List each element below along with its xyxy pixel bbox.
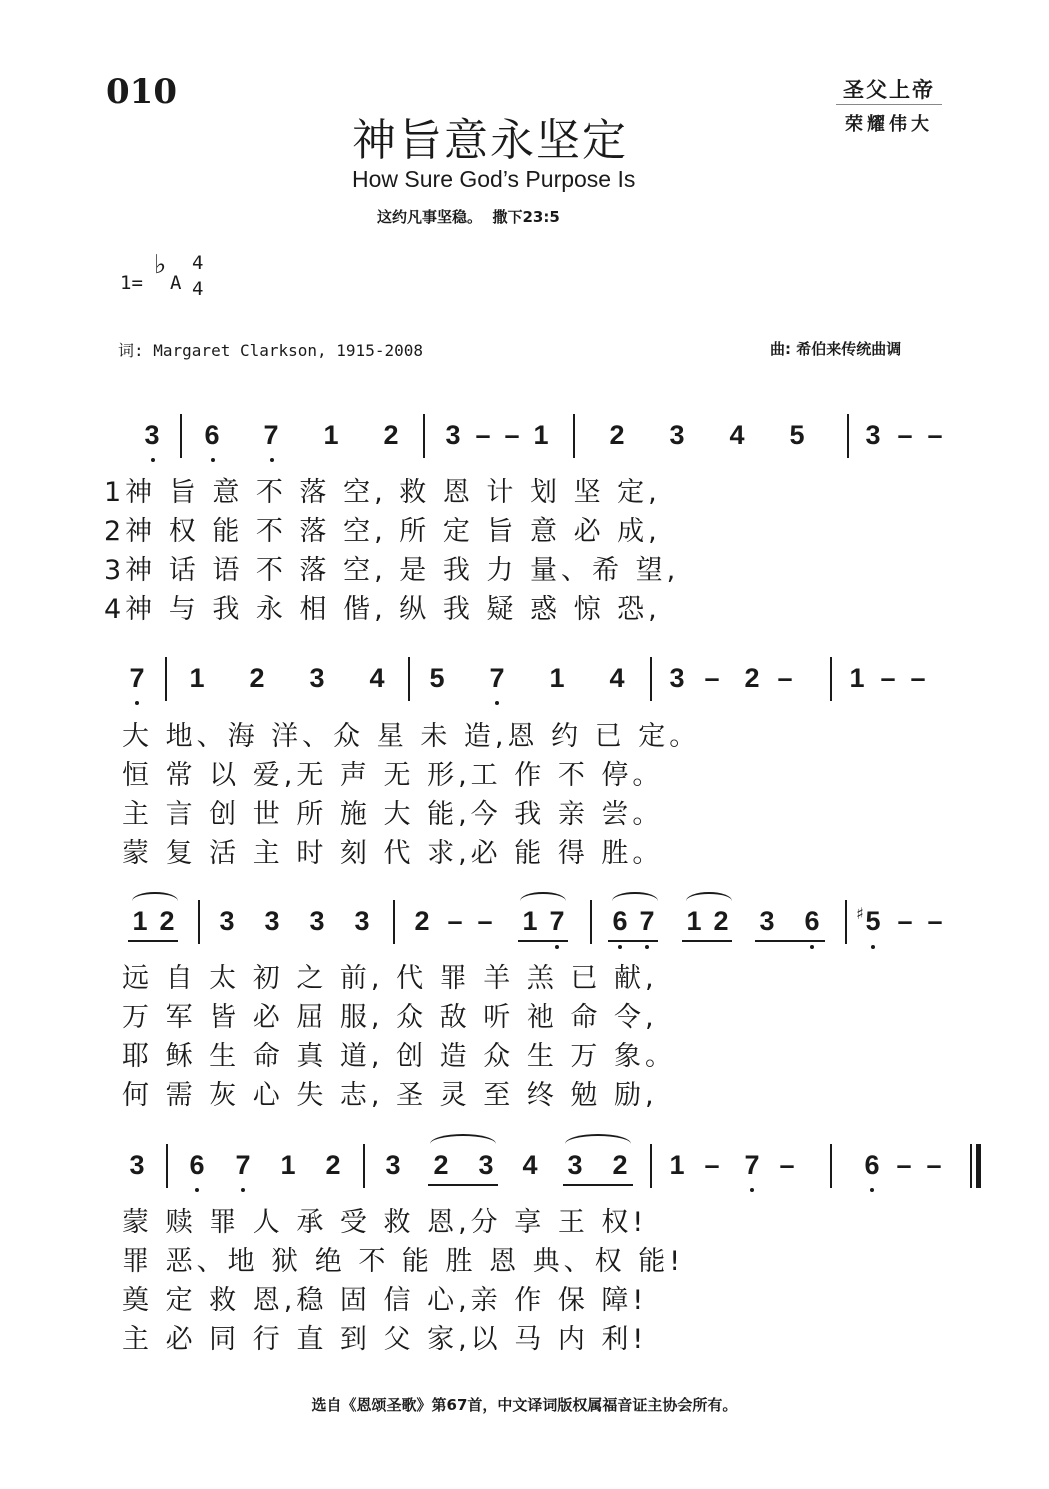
note: 3 [669,663,685,693]
note: 1 [849,663,865,693]
dash: – [779,1150,795,1180]
dash: – [896,1150,912,1180]
barline [830,657,832,701]
dash: – [777,663,793,693]
final-barline-thin [970,1144,972,1188]
barline [198,900,200,944]
sharp-symbol: ♯ [856,904,864,923]
lower-octave-dot [211,458,215,462]
note: 3 [354,906,370,936]
lower-octave-dot [195,1188,199,1192]
note: 3 [567,1150,583,1180]
note: 7 [235,1150,251,1180]
key-signature [120,248,220,308]
note: 1 [549,663,565,693]
dash: – [910,663,926,693]
final-barline-thick [976,1144,981,1188]
dash: – [704,1150,720,1180]
note: 2 [159,906,175,936]
lower-octave-dot [241,1188,245,1192]
note: 3 [478,1150,494,1180]
staff-line-4 [0,1144,1049,1194]
barline [393,900,395,944]
verse-1-line-4: 蒙 赎 罪 人 承 受 救 恩,分 享 王 权! [122,1207,648,1238]
dash: – [897,420,913,450]
note: 1 [132,906,148,936]
note: 1 [522,906,538,936]
note: 2 [383,420,399,450]
dash: – [927,420,943,450]
note: 1 [189,663,205,693]
note: 5 [865,906,881,936]
note: 3 [669,420,685,450]
note: 4 [369,663,385,693]
dash: – [897,906,913,936]
underline [128,940,178,942]
verse-2-line-3: 万 军 皆 必 屈 服, 众 敌 听 祂 命 令, [122,1002,658,1033]
verse-1-line-1: 1神 旨 意 不 落 空, 救 恩 计 划 坚 定, [104,477,661,508]
composer-credit: 曲: 希伯来传统曲调 [770,340,902,358]
note: 6 [864,1150,880,1180]
dash: – [927,906,943,936]
verse-3-line-3: 耶 稣 生 命 真 道, 创 造 众 生 万 象。 [122,1041,676,1072]
note: 1 [686,906,702,936]
note: 1 [323,420,339,450]
note: 2 [414,906,430,936]
note: 5 [429,663,445,693]
lower-octave-dot [645,945,649,949]
lower-octave-dot [870,1188,874,1192]
note: 7 [744,1150,760,1180]
note: 7 [639,906,655,936]
barline [845,900,847,944]
english-title: How Sure God’s Purpose Is [352,166,636,192]
verse-4-line-1: 4神 与 我 永 相 偕, 纵 我 疑 惑 惊 恐, [104,594,661,625]
note: 2 [713,906,729,936]
note: 4 [522,1150,538,1180]
note: 4 [609,663,625,693]
underline [518,940,568,942]
flat-symbol: ♭ [154,250,167,280]
verse-2-line-1: 2神 权 能 不 落 空, 所 定 旨 意 必 成, [104,516,661,547]
barline [408,657,410,701]
barline [363,1144,365,1188]
note: 3 [385,1150,401,1180]
barline [166,1144,168,1188]
underline [563,1184,633,1186]
note: 3 [219,906,235,936]
hymn-number: 010 [106,72,177,112]
key-note: A [170,272,182,294]
dash: – [477,906,493,936]
note: 7 [489,663,505,693]
note: 3 [309,906,325,936]
lower-octave-dot [871,945,875,949]
lower-octave-dot [135,701,139,705]
note: 2 [433,1150,449,1180]
dash: – [926,1150,942,1180]
lower-octave-dot [555,945,559,949]
note: 6 [189,1150,205,1180]
barline [650,657,652,701]
dash: – [704,663,720,693]
note: 2 [609,420,625,450]
barline [423,414,425,458]
barline [165,657,167,701]
note: 7 [549,906,565,936]
note: 2 [249,663,265,693]
note: 2 [744,663,760,693]
barline [830,1144,832,1188]
copyright-footer: 选自《恩颂圣歌》第67首，中文译词版权属福音证主协会所有。 [311,1396,738,1414]
note: 7 [129,663,145,693]
note: 4 [729,420,745,450]
verse-3-line-1: 3神 话 语 不 落 空, 是 我 力 量、希 望, [104,555,680,586]
dash: – [447,906,463,936]
underline [608,940,658,942]
lower-octave-dot [270,458,274,462]
staff-line-1 [0,414,1049,464]
note: 1 [669,1150,685,1180]
note: 1 [533,420,549,450]
note: 2 [612,1150,628,1180]
category-divider [836,104,942,105]
note: 5 [789,420,805,450]
underline [428,1184,498,1186]
staff-line-2 [0,657,1049,707]
verse-2-line-4: 罪 恶、地 狱 绝 不 能 胜 恩 典、权 能! [122,1246,685,1277]
verse-4-line-2: 蒙 复 活 主 时 刻 代 求,必 能 得 胜。 [122,838,664,869]
lyricist-credit: 词: Margaret Clarkson, 1915-2008 [118,341,423,360]
dash: – [504,420,520,450]
lower-octave-dot [750,1188,754,1192]
time-signature-bottom: 4 [192,278,204,300]
underline [755,940,825,942]
verse-3-line-4: 奠 定 救 恩,稳 固 信 心,亲 作 保 障! [122,1285,648,1316]
note: 6 [804,906,820,936]
time-signature-top: 4 [192,252,204,274]
barline [650,1144,652,1188]
subcategory-label: 荣耀伟大 [845,114,933,135]
verse-1-line-3: 远 自 太 初 之 前, 代 罪 羊 羔 已 献, [122,963,658,994]
verse-4-line-3: 何 需 灰 心 失 志, 圣 灵 至 终 勉 励, [122,1080,658,1111]
note: 3 [264,906,280,936]
verse-1-line-2: 大 地、海 洋、众 星 未 造,恩 约 已 定。 [122,721,701,752]
note: 3 [445,420,461,450]
barline [180,414,182,458]
note: 6 [612,906,628,936]
underline [682,940,732,942]
verse-3-line-2: 主 言 创 世 所 施 大 能,今 我 亲 尝。 [122,799,664,830]
note: 7 [263,420,279,450]
lower-octave-dot [618,945,622,949]
lower-octave-dot [810,945,814,949]
note: 3 [865,420,881,450]
barline [573,414,575,458]
category-label: 圣父上帝 [843,78,935,102]
barline [847,414,849,458]
verse-4-line-4: 主 必 同 行 直 到 父 家,以 马 内 利! [122,1324,648,1355]
dash: – [475,420,491,450]
lower-octave-dot [495,701,499,705]
note: 3 [759,906,775,936]
key-prefix: 1= [120,272,143,294]
verse-2-line-2: 恒 常 以 爱,无 声 无 形,工 作 不 停。 [122,760,664,791]
note: 1 [280,1150,296,1180]
note: 6 [204,420,220,450]
staff-line-3 [0,900,1049,950]
dash: – [880,663,896,693]
note: 3 [129,1150,145,1180]
note: 3 [309,663,325,693]
hymn-title: 神旨意永坚定 [352,115,628,166]
note: 2 [325,1150,341,1180]
note: 3 [144,420,160,450]
barline [590,900,592,944]
scripture-reference: 这约凡事坚稳。 撒下23:5 [377,208,560,226]
lower-octave-dot [151,458,155,462]
